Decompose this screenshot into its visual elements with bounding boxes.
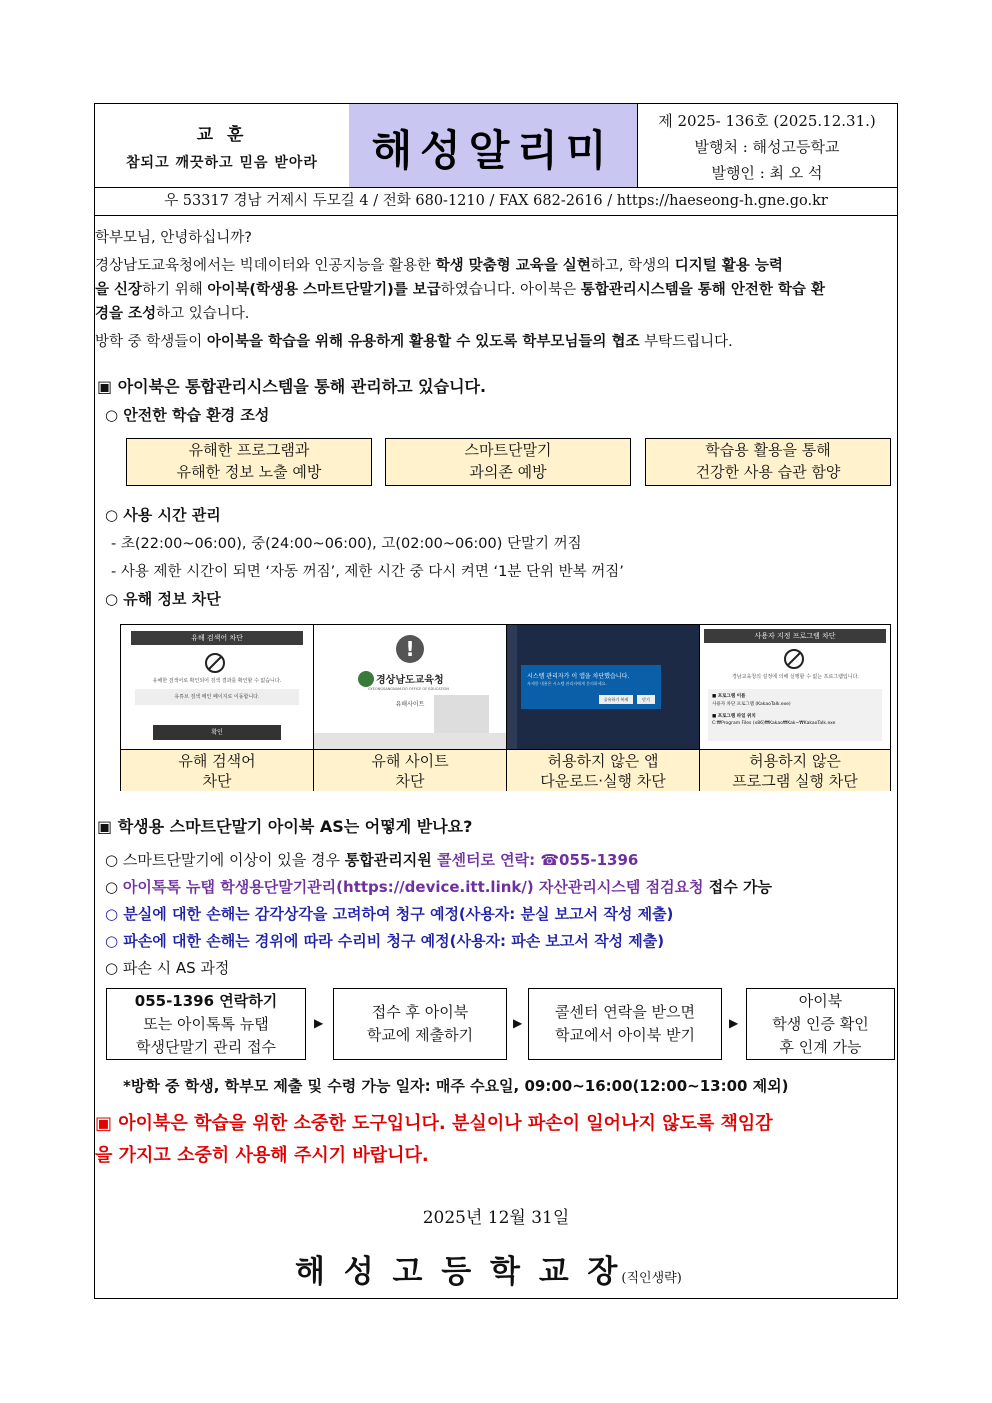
- screen-app-blocked: [507, 625, 700, 749]
- closing-line-2: 을 가지고 소중히 사용해 주시기 바랍니다.: [95, 1145, 429, 1166]
- share-button: 공유하기 복제: [599, 695, 633, 704]
- feature-box-habit: [645, 438, 891, 486]
- close-button: 닫기: [637, 695, 655, 704]
- caption-line: 다운로드·실행 차단: [540, 772, 666, 790]
- caption-program-blocked: [700, 749, 890, 791]
- text: 방학 중 학생들이: [95, 334, 207, 350]
- text: 하였습니다. 아이북은: [440, 282, 581, 298]
- feature-box-overuse: [385, 438, 631, 486]
- time-line-1: - 초(22:00~06:00), 중(24:00~06:00), 고(02:00~06:00) 단말기 꺼짐: [111, 536, 582, 552]
- issue-date: 2025년 12월 31일: [422, 1208, 570, 1228]
- box-line: 과의존 예방: [469, 463, 547, 481]
- dialog-message: 시스템 관리자가 이 앱을 차단했습니다.: [527, 673, 630, 680]
- screen-title-bar: 사용자 지정 프로그램 차단: [704, 629, 886, 643]
- text: 부탁드립니다.: [639, 334, 733, 350]
- issue-number: 제 2025- 136호 (2025.12.31.): [658, 112, 876, 130]
- safe-env-heading: ○ 안전한 학습 환경 조성: [105, 406, 270, 424]
- block-dialog: [521, 665, 661, 709]
- org-logo: 경상남도교육청: [376, 675, 444, 686]
- warning-icon: !: [396, 635, 424, 663]
- logo-icon: [358, 671, 374, 687]
- feature-box-harmful: [126, 438, 372, 486]
- newsletter-title: 해성알리미: [371, 126, 615, 175]
- flow-line: 후 인계 가능: [779, 1038, 862, 1056]
- issuer: 발행인 : 최 오 석: [711, 164, 823, 182]
- arrow-icon: ▶: [314, 1016, 324, 1030]
- flow-line: 학생단말기 관리 접수: [136, 1038, 276, 1056]
- label: ■ 프로그램 이름: [712, 694, 746, 699]
- text-bold: 통합관리시스템을 통해 안전한 학습 환: [580, 282, 825, 298]
- block-icon: [784, 649, 804, 669]
- greeting: 학부모님, 안녕하십니까?: [95, 230, 252, 246]
- caption-line: 유해 검색어: [178, 752, 256, 770]
- dialog-sub: 자세한 내용은 시스템 관리자에게 문의하세요.: [527, 681, 607, 686]
- program-info: [708, 689, 882, 741]
- motto-title: 교 훈: [196, 125, 248, 145]
- text-bold: 을 신장: [95, 282, 143, 298]
- box-line: 학습용 활용을 통해: [705, 441, 831, 459]
- caption-line: 차단: [395, 772, 425, 790]
- motto-text: 참되고 깨끗하고 믿음 받아라: [126, 155, 318, 171]
- flow-step-4: [746, 988, 895, 1060]
- callcenter-text: 콜센터로 연락: ☎055-1396: [436, 851, 639, 869]
- as-item-2: [105, 875, 772, 899]
- as-item-4: ○ 파손에 대한 손해는 경위에 따라 수리비 청구 예정(사용자: 파손 보고서 작성 제출): [105, 932, 665, 950]
- caption-harmful-search: [121, 749, 314, 791]
- motto-box: [95, 104, 350, 187]
- flow-line: 055-1396 연락하기: [134, 992, 278, 1010]
- time-mgmt-heading: ○ 사용 시간 관리: [105, 506, 221, 524]
- as-item-5: ○ 파손 시 AS 과정: [105, 959, 230, 977]
- as-item-1: [105, 848, 638, 872]
- screen-program-blocked: [700, 625, 891, 749]
- org-sub: GYEONGSANGNAM-DO OFFICE OF EDUCATION: [368, 687, 449, 691]
- flow-step-3: [528, 988, 722, 1060]
- caption-line: 허용하지 않은: [749, 752, 841, 770]
- screen-harmful-search: [121, 625, 314, 749]
- block-icon: [205, 653, 225, 673]
- text-bold: 디지털 활용 능력: [674, 258, 783, 274]
- flow-step-1: [106, 988, 306, 1060]
- text-bold: 학생 맞춤형 교육을 실현: [435, 258, 591, 274]
- text: 하고 있습니다.: [156, 306, 250, 322]
- text: 하고, 학생의: [590, 258, 675, 274]
- label: ■ 프로그램 파일 위치: [712, 714, 756, 719]
- time-line-2: - 사용 제한 시간이 되면 ‘자동 꺼짐’, 제한 시간 중 다시 켜면 ‘1분 단위 반복 꺼짐’: [111, 564, 624, 580]
- ground-illustration: [314, 733, 507, 749]
- text: ○ 스마트단말기에 이상이 있을 경우: [105, 851, 345, 869]
- signature-block: [295, 1246, 682, 1291]
- intro-line-3: [95, 302, 249, 326]
- caption-line: 차단: [202, 772, 232, 790]
- caption-line: 유해 사이트: [371, 752, 449, 770]
- issue-info: [637, 104, 897, 187]
- device-link-text: 아이톡톡 뉴탭 학생용단말기관리(https://device.itt.link/) 자산관리시스템 점검요청: [122, 878, 704, 896]
- text: 경상남도교육청에서는 빅데이터와 인공지능을 활용한: [95, 258, 436, 274]
- intro-line-2: [95, 278, 825, 302]
- box-line: 유해한 정보 노출 예방: [176, 463, 322, 481]
- school-principal: 해 성 고 등 학 교 장: [295, 1254, 622, 1290]
- screen-info: 유튜브 검색 메인 페이지로 이동합니다.: [135, 689, 299, 705]
- value: 사용자 차단 프로그램 (KakaoTalk.exe): [712, 702, 791, 707]
- flow-line: 콜센터 연락을 받으면: [555, 1003, 695, 1021]
- confirm-button: 확인: [153, 725, 281, 740]
- submission-note: *방학 중 학생, 학부모 제출 및 수령 가능 일자: 매주 수요일, 09:00~16:00(12:00~13:00 제외): [123, 1077, 789, 1095]
- screen-message: 유해한 검색어로 확인되어 검색 결과를 확인할 수 없습니다.: [152, 678, 282, 684]
- text-bold: 아이북(학생용 스마트단말기)를 보급: [207, 282, 441, 298]
- block-heading: ○ 유해 정보 차단: [105, 590, 221, 608]
- flow-line: 접수 후 아이북: [371, 1003, 469, 1021]
- screen-harmful-site: [314, 625, 507, 749]
- screen-message: 경남교육청의 설정에 의해 실행할 수 없는 프로그램입니다.: [731, 674, 860, 680]
- flow-line: 학교에 제출하기: [366, 1026, 474, 1044]
- address-line: 우 53317 경남 거제시 두모길 4 / 전화 680-1210 / FAX 682-2616 / https://haeseong-h.gne.go.kr: [95, 187, 897, 216]
- newsletter-title-box: [349, 104, 638, 187]
- block-screens-table: [120, 624, 891, 791]
- text-bold: 접수 가능: [703, 878, 772, 896]
- caption-harmful-site: [314, 749, 507, 791]
- box-line: 유해한 프로그램과: [188, 441, 310, 459]
- flow-line: 아이북: [798, 992, 843, 1010]
- closing-line-1: ▣ 아이북은 학습을 위한 소중한 도구입니다. 분실이나 파손이 일어나지 않도록 책임감: [95, 1113, 773, 1134]
- as-item-3: ○ 분실에 대한 손해는 감각상각을 고려하여 청구 예정(사용자: 분실 보고서 작성 제출): [105, 905, 674, 923]
- header: [95, 104, 897, 188]
- caption-line: 프로그램 실행 차단: [732, 772, 858, 790]
- intro-line-4: [95, 330, 733, 354]
- flow-line: 학교에서 아이북 받기: [555, 1026, 695, 1044]
- section1-heading: ▣ 아이북은 통합관리시스템을 통해 관리하고 있습니다.: [97, 377, 487, 396]
- seal-omitted: (직인생략): [621, 1271, 682, 1286]
- section2-heading: ▣ 학생용 스마트단말기 아이북 AS는 어떻게 받나요?: [97, 817, 473, 836]
- text-bold: 아이북을 학습을 위해 유용하게 활용할 수 있도록 학부모님들의 협조: [206, 334, 640, 350]
- arrow-icon: ▶: [513, 1016, 523, 1030]
- intro-line-1: [95, 254, 783, 278]
- flow-line: 학생 인증 확인: [772, 1015, 869, 1033]
- newsletter-page: [94, 103, 898, 1299]
- value: C:₩Program Files (x86)₩Kakao₩Kak~₩KakaoTalk.exe: [712, 721, 836, 726]
- site-label: 유해사이트: [395, 701, 425, 708]
- caption-line: 허용하지 않은 앱: [547, 752, 659, 770]
- text-bold: 통합관리지원: [344, 851, 437, 869]
- text: 하기 위해: [142, 282, 208, 298]
- flow-step-2: [333, 988, 507, 1060]
- arrow-icon: ▶: [729, 1016, 739, 1030]
- box-line: 스마트단말기: [464, 441, 552, 459]
- caption-app-blocked: [507, 749, 700, 791]
- screen-title-bar: 유해 검색어 차단: [131, 631, 303, 645]
- box-line: 건강한 사용 습관 함양: [695, 463, 841, 481]
- text: ○: [105, 878, 123, 896]
- flow-line: 또는 아이톡톡 뉴탭: [143, 1015, 269, 1033]
- publisher: 발행처 : 해성고등학교: [694, 138, 840, 156]
- text-bold: 경을 조성: [95, 306, 157, 322]
